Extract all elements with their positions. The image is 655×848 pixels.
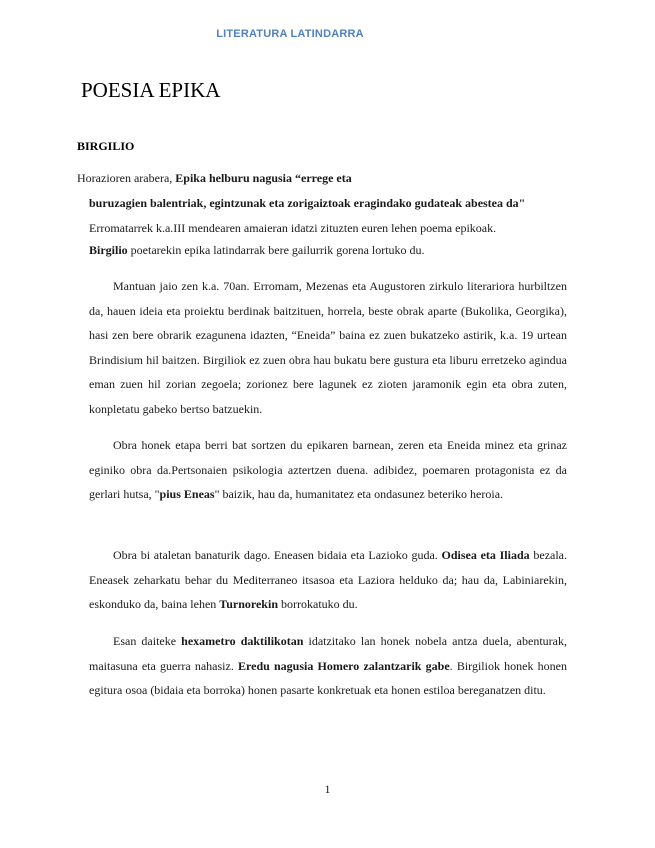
intro-line-2 [89, 195, 589, 211]
paragraph-4-text-a: Esan daiteke [113, 634, 182, 648]
paragraph-3-text-c: bezala. Eneasek zeharkatu behar du Mediterraneo itsasoa eta Laziora helduko da; hau da, Labiniarekin, eskonduko da, baina lehen [89, 548, 568, 611]
paragraph-4 [89, 629, 567, 703]
paragraph-2 [89, 433, 567, 507]
paragraph-4-bold-b: hexametro daktilikotan [181, 634, 304, 648]
intro-line-2-bold: buruzagien balentriak, egintzunak eta zorigaiztoak eragindako gudateak abestea da" [89, 196, 526, 210]
intro-line-4-rest: poetarekin epika latindarrak bere gailurrik gorena lortuko du. [127, 243, 425, 257]
paragraph-4-text-e: . Birgiliok honek honen egitura osoa (bidaia eta borroka) honen pasarte konkretuak eta honen estiloa bereganatzen ditu. [89, 658, 567, 697]
page-number: 1 [324, 782, 331, 796]
paragraph-2-text-c: " baizik, hau da, humanitatez eta ondasunez beteriko heroia. [214, 487, 504, 501]
paragraph-3-bold-d: Turnorekin [219, 597, 278, 611]
paragraph-2-text-a: Obra honek etapa berri bat sortzen du epikaren barnean, zeren eta Eneida minez eta grinaz eginiko obra da.Pertsonaien psikologia aztertzen duena. adibidez, poemaren protagonista ez da gerlari hutsa, " [89, 438, 567, 501]
paragraph-3 [89, 543, 567, 617]
running-header: LITERATURA LATINDARRA [216, 28, 364, 40]
page-title: POESIA EPIKA [81, 78, 221, 102]
paragraph-3-text-e: borrokatuko du. [278, 597, 358, 611]
intro-line-4-bold: Birgilio [89, 243, 128, 257]
paragraph-2-bold: pius Eneas [159, 487, 215, 501]
intro-line-3: Erromatarrek k.a.III mendearen amaieran idatzi zituzten euren lehen poema epikoak. [89, 221, 497, 235]
section-heading: BIRGILIO [77, 139, 135, 153]
paragraph-3-text-a: Obra bi ataletan banaturik dago. Eneasen bidaia eta Lazioko guda. [113, 548, 442, 562]
intro-line-4 [89, 242, 589, 258]
paragraph-4-bold-d: Eredu nagusia Homero zalantzarik gabe [238, 658, 450, 673]
intro-line-1 [77, 170, 577, 186]
paragraph-3-bold-b: Odisea eta Iliada [441, 548, 530, 562]
intro-line-1-normal: Horazioren arabera, [77, 171, 176, 185]
paragraph-1: Mantuan jaio zen k.a. 70an. Erromam, Mezenas eta Augustoren zirkulo literariora hurbiltzen da, hauen ideia eta proiektu berdinak baitzituen, horrela, beste obrak aparte (Bukolika, Georgika), hasi zen bere obrarik ezagunena idazten, “Eneida” baina ez zuen bukatzeko astirik, k.a. 19 urtean Brindisium hil baitzen. Birgiliok ez zuen obra hau bukatu bere gustura eta liburu erretzeko agindua eman zuen hil zorian zegoela; zorionez bere lagunek ez zioten jaramonik egin eta obra zuten, konpletatu gabeko bertso batzuekin. [89, 279, 567, 416]
intro-line-1-bold: Epika helburu nagusia “errege eta [175, 171, 352, 185]
paragraph-4-text-c: idatzitako lan honek nobela antza duela, abenturak, maitasuna eta guerra nahasiz. [89, 634, 567, 673]
